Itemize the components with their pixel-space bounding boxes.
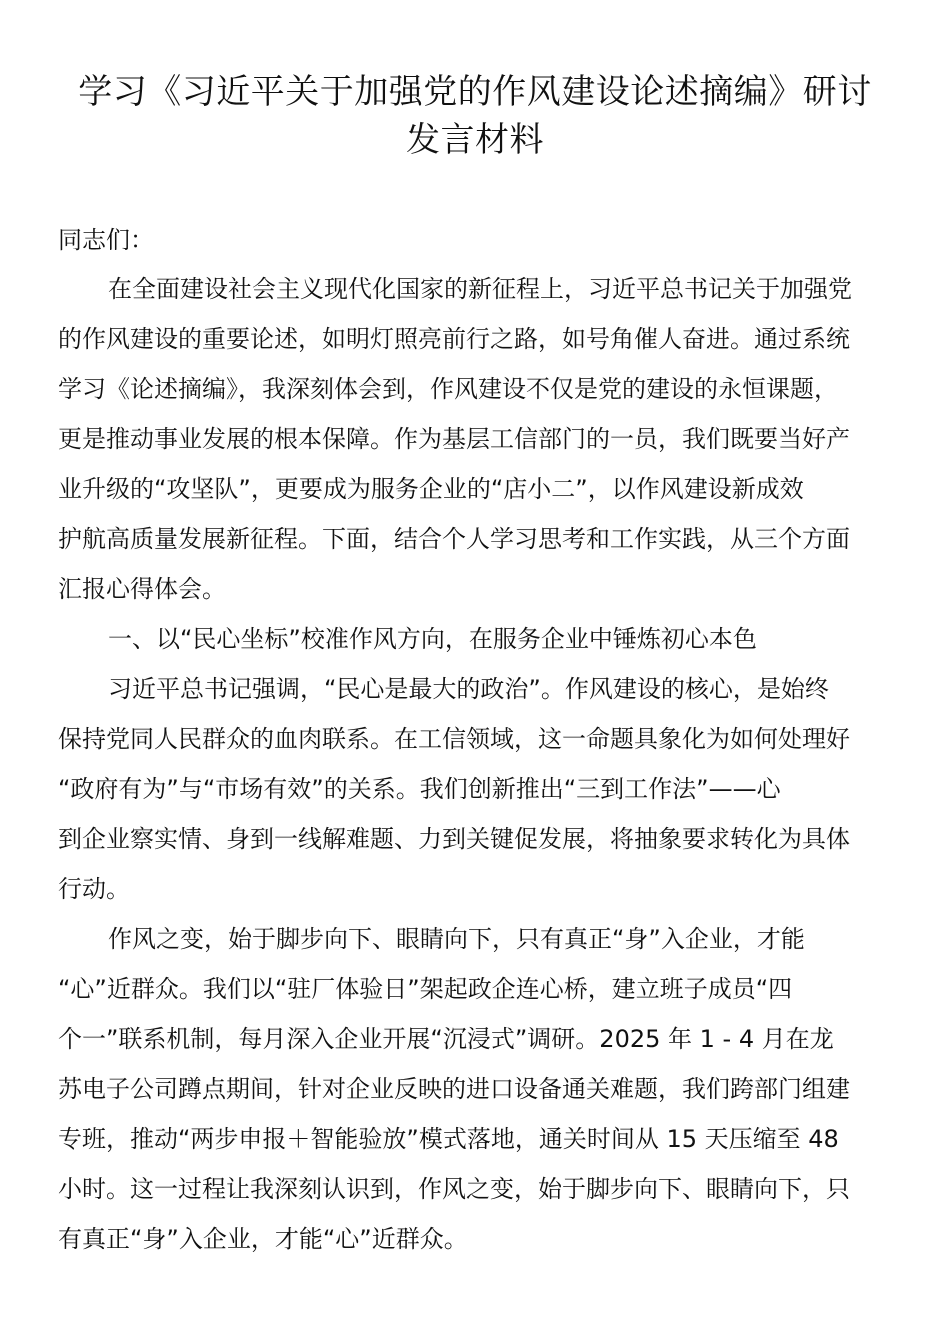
salutation: 同志们： — [58, 226, 154, 254]
paragraph-line: “政府有为”与“市场有效”的关系。我们创新推出“三到工作法”——心 — [58, 775, 781, 803]
section-heading: 一、以“民心坐标”校准作风方向，在服务企业中锤炼初心本色 — [108, 625, 757, 653]
paragraph-line: 保持党同人民群众的血肉联系。在工信领域，这一命题具象化为如何处理好 — [58, 725, 850, 753]
paragraph-line: 有真正“身”入企业，才能“心”近群众。 — [58, 1225, 468, 1253]
paragraph-line: 到企业察实情、身到一线解难题、力到关键促发展，将抽象要求转化为具体 — [58, 825, 850, 853]
paragraph-line: 在全面建设社会主义现代化国家的新征程上，习近平总书记关于加强党 — [108, 275, 852, 303]
paragraph-line: 行动。 — [58, 875, 130, 903]
paragraph-line: “心”近群众。我们以“驻厂体验日”架起政企连心桥，建立班子成员“四 — [58, 975, 793, 1003]
document-title-line-2: 发言材料 — [406, 120, 544, 160]
paragraph-line: 更是推动事业发展的根本保障。作为基层工信部门的一员，我们既要当好产 — [58, 425, 850, 453]
paragraph-line: 护航高质量发展新征程。下面，结合个人学习思考和工作实践，从三个方面 — [58, 525, 850, 553]
paragraph-line: 个一”联系机制，每月深入企业开展“沉浸式”调研。2025 年 1 - 4 月在龙 — [58, 1025, 834, 1053]
document-title-line-1: 学习《习近平关于加强党的作风建设论述摘编》研讨 — [78, 72, 872, 112]
paragraph-line: 苏电子公司蹲点期间，针对企业反映的进口设备通关难题，我们跨部门组建 — [58, 1075, 850, 1103]
paragraph-line: 习近平总书记强调，“民心是最大的政治”。作风建设的核心，是始终 — [108, 675, 829, 703]
paragraph-line: 汇报心得体会。 — [58, 575, 226, 603]
paragraph-line: 学习《论述摘编》，我深刻体会到，作风建设不仅是党的建设的永恒课题， — [58, 375, 838, 403]
paragraph-line: 业升级的“攻坚队”，更要成为服务企业的“店小二”，以作风建设新成效 — [58, 475, 804, 503]
paragraph-line: 作风之变，始于脚步向下、眼睛向下，只有真正“身”入企业，才能 — [108, 925, 805, 953]
paragraph-line: 专班，推动“两步申报＋智能验放”模式落地，通关时间从 15 天压缩至 48 — [58, 1125, 839, 1153]
paragraph-line: 的作风建设的重要论述，如明灯照亮前行之路，如号角催人奋进。通过系统 — [58, 325, 850, 353]
paragraph-line: 小时。这一过程让我深刻认识到，作风之变，始于脚步向下、眼睛向下，只 — [58, 1175, 850, 1203]
